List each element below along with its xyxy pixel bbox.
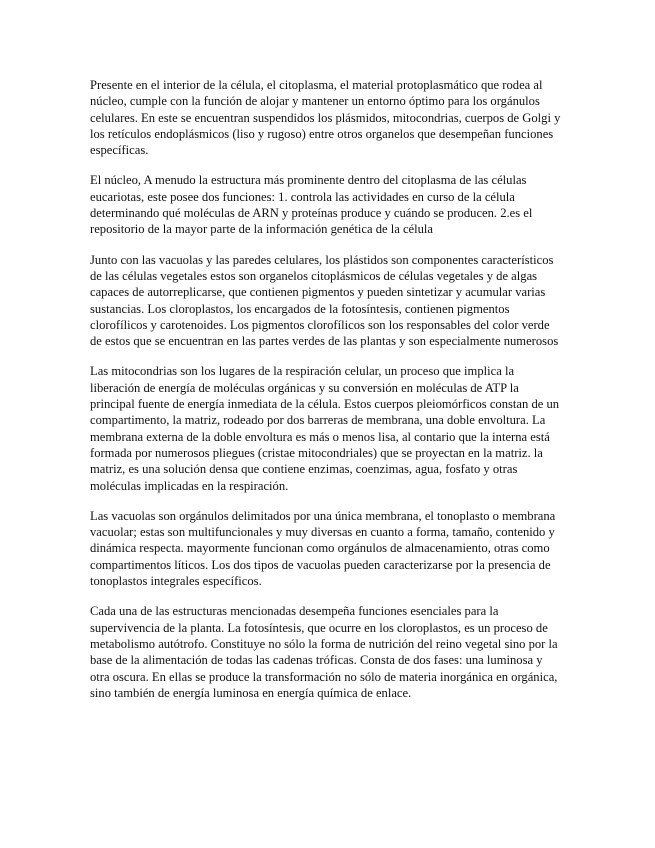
paragraph-plastids: Junto con las vacuolas y las paredes celulares, los plástidos son componentes característicos de las células vegetales estos son organelos citoplásmicos de células vegetales y de algas capaces de autorreplicarse, que contienen pigmentos y pueden sintetizar y acumular varias sustancias. Los cloroplastos, los encargados de la fotosíntesis, contienen pigmentos clorofílicos y carotenoides. Los pigmentos clorofílicos son los responsables del color verde de estos que se encuentran en las partes verdes de las plantas y son especialmente numerosos bbox=[90, 252, 559, 349]
paragraph-mitochondria: Las mitocondrias son los lugares de la respiración celular, un proceso que implica la liberación de energía de moléculas orgánicas y su conversión en moléculas de ATP la principal fuente de energía inmediata de la célula. Estos cuerpos pleiomórficos constan de un compartimento, la matriz, rodeado por dos barreras de membrana, una doble envoltura. La membrana externa de la doble envoltura es más o menos lisa, al contario que la interna está formada por numerosos pliegues (cristae mitocondriales) que se proyectan en la matriz. la matriz, es una solución densa que contiene enzimas, coenzimas, agua, fosfato y otras moléculas implicadas en la respiración. bbox=[90, 364, 560, 493]
paragraph-nucleus: El núcleo, A menudo la estructura más prominente dentro del citoplasma de las células eucariotas, este posee dos funciones: 1. controla las actividades en curso de la célula determinando qué moléculas de ARN y proteínas produce y cuándo se producen. 2.es el repositorio de la mayor parte de la información genética de la célula bbox=[90, 173, 533, 237]
paragraph-cytoplasm: Presente en el interior de la célula, el citoplasma, el material protoplasmático que rodea al núcleo, cumple con la función de alojar y mantener un entorno óptimo para los orgánulos celulares. En este se encuentran suspendidos los plásmidos, mitocondrias, cuerpos de Golgi y los retículos endoplásmicos (liso y rugoso) entre otros organelos que desempeñan funciones específicas. bbox=[90, 78, 561, 158]
document-body bbox=[90, 77, 564, 715]
paragraph-vacuoles: Las vacuolas son orgánulos delimitados por una única membrana, el tonoplasto o membrana vacuolar; estas son multifuncionales y muy diversas en cuanto a forma, tamaño, contenido y dinámica respecta. mayormente funcionan como orgánulos de almacenamiento, otras como compartimentos líticos. Los dos tipos de vacuolas pueden caracterizarse por la presencia de tonoplastos integrales específicos. bbox=[90, 508, 556, 589]
paragraph-photosynthesis: Cada una de las estructuras mencionadas desempeña funciones esenciales para la supervivencia de la planta. La fotosíntesis, que ocurre en los cloroplastos, es un proceso de metabolismo autótrofo. Constituye no sólo la forma de nutrición del reino vegetal sino por la base de la alimentación de todas las cadenas tróficas. Consta de dos fases: una luminosa y otra oscura. En ellas se produce la transformación no sólo de materia inorgánica en orgánica, sino también de energía luminosa en energía química de enlace. bbox=[90, 604, 558, 700]
